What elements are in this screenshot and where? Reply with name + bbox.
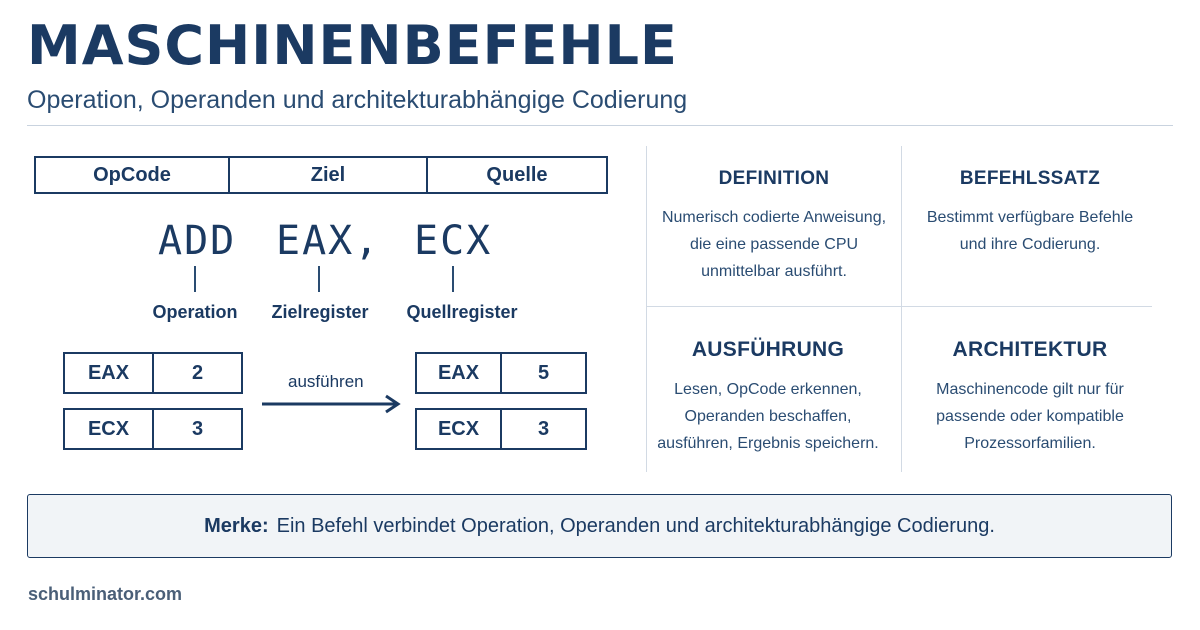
card-definition xyxy=(646,168,902,285)
note-text: Ein Befehl verbindet Operation, Operanden und architekturabhängige Codierung. xyxy=(276,514,995,537)
card-text-line: Numerisch codierte Anweisung, xyxy=(661,209,887,226)
card-execution xyxy=(640,338,896,457)
card-text-line: Bestimmt verfügbare Befehle xyxy=(926,209,1134,226)
card-text-line: die eine passende CPU xyxy=(689,236,859,253)
card-instruction-set xyxy=(902,168,1158,258)
card-text-line: passende oder kompatible xyxy=(936,408,1124,425)
card-title: ARCHITEKTUR xyxy=(952,338,1108,361)
format-cell-opcode: OpCode xyxy=(36,158,230,192)
register-name: ECX xyxy=(417,410,502,448)
register-after-ecx xyxy=(415,408,587,450)
instruction-token-operation: ADD xyxy=(158,218,237,264)
execute-arrow-icon xyxy=(262,394,402,414)
card-text-line: Lesen, OpCode erkennen, xyxy=(674,381,862,398)
pointer-line-source xyxy=(452,266,454,292)
card-text-line: Prozessorfamilien. xyxy=(964,435,1096,452)
register-name: EAX xyxy=(65,354,154,392)
register-name: EAX xyxy=(417,354,502,392)
note-label: Merke: xyxy=(204,514,269,537)
label-target-register: Zielregister xyxy=(271,302,369,322)
format-cell-source: Quelle xyxy=(486,163,548,186)
card-text-line: und ihre Codierung. xyxy=(959,236,1101,253)
instruction-token-source: ECX xyxy=(414,218,493,264)
label-operation: Operation xyxy=(152,302,238,322)
register-after-eax xyxy=(415,352,587,394)
card-title: DEFINITION xyxy=(718,168,830,189)
register-value: 3 xyxy=(191,417,204,440)
card-text-line: Operanden beschaffen, xyxy=(684,408,852,425)
instruction-format-table xyxy=(34,156,608,194)
remember-note xyxy=(27,494,1172,558)
register-name: ECX xyxy=(65,410,154,448)
card-architecture xyxy=(902,338,1158,457)
register-before-eax xyxy=(63,352,243,394)
register-value: 2 xyxy=(191,361,204,384)
card-title: AUSFÜHRUNG xyxy=(691,338,845,361)
grid-divider-middle xyxy=(646,306,1152,307)
card-text-line: ausführen, Ergebnis speichern. xyxy=(657,435,879,452)
execute-label: ausführen xyxy=(288,372,364,391)
register-before-ecx xyxy=(63,408,243,450)
format-cell-target: Ziel xyxy=(230,158,428,192)
page-subtitle: Operation, Operanden und architekturabhängige Codierung xyxy=(27,86,688,114)
card-text-line: unmittelbar ausführt. xyxy=(701,263,847,280)
card-title: BEFEHLSSATZ xyxy=(959,168,1101,189)
register-value: 5 xyxy=(537,361,550,384)
card-text-line: Maschinencode gilt nur für xyxy=(936,381,1124,398)
instruction-token-target: EAX, xyxy=(276,218,381,264)
pointer-line-target xyxy=(318,266,320,292)
label-source-register: Quellregister xyxy=(406,302,518,322)
page-title: MASCHINENBEFEHLE xyxy=(27,14,678,77)
header-divider xyxy=(27,125,1173,126)
footer-site: schulminator.com xyxy=(28,584,183,604)
register-value: 3 xyxy=(537,417,550,440)
pointer-line-operation xyxy=(194,266,196,292)
